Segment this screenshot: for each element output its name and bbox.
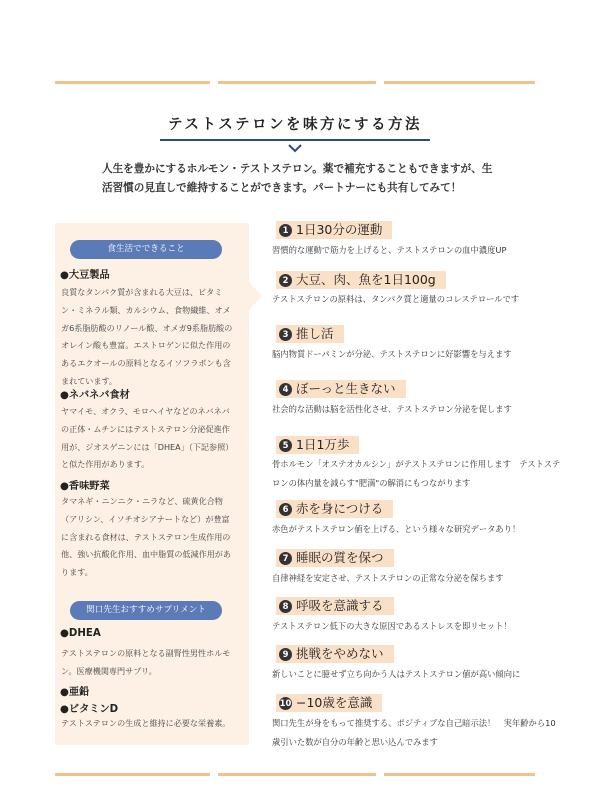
method-title-text: −10歳を意識 [296, 695, 373, 710]
method-title-text: 1日30分の運動 [296, 222, 383, 237]
page-title: テストステロンを味方にする方法 [160, 113, 430, 141]
method-title-text: 呼吸を意識する [296, 598, 384, 613]
method-title-text: 推し活 [296, 326, 334, 341]
method-desc: テストステロンの原料は、タンパク質と適量のコレステロールです [272, 294, 520, 304]
method-desc: 関口先生が身をもって推奨する、ポジティブな自己暗示法！ 実年齢から10歳引いた数が自分の年齢と思い込んでみます [272, 718, 556, 747]
bottom-rule-left [55, 773, 210, 776]
method-title [276, 271, 446, 289]
method-title [276, 645, 394, 663]
method-title [276, 500, 393, 518]
method-title-text: 1日1万歩 [296, 437, 350, 452]
method-title-text: 赤を身につける [296, 501, 384, 516]
method-desc: 自律神経を安定させ、テストステロンの正常な分泌を保ちます [272, 573, 504, 583]
bottom-rule-center [218, 773, 376, 776]
top-rule-center [218, 81, 376, 84]
method-title [276, 325, 344, 343]
supp-text-vitd: テストステロンの生成と維持に必要な栄養素。 [61, 718, 231, 728]
method-desc: 脳内物質ドーパミンが分泌、テストステロンに好影響を与えます [272, 349, 512, 359]
method-title-text: 大豆、肉、魚を1日100g [296, 272, 436, 287]
intro-text: 人生を豊かにするホルモン・テストステロン。薬で補充することもできますが、生活習慣の見直しで維持することができます。パートナーにも共有してみて！ [102, 163, 493, 194]
food-text-soy: 良質なタンパク質が含まれる大豆は、ビタミン・ミネラル類、カルシウム、食物繊維、オメガ6系脂肪酸のリノール酸、オメガ9系脂肪酸のオレイン酸も豊富。エストロゲンに似た作用のあるエクオールの原料となるイソフラボンも含まれています。 [61, 287, 233, 386]
panel-pointer [249, 282, 262, 310]
food-title-sticky: ●ネバネバ食材 [60, 390, 130, 401]
number-badge: 4 [279, 383, 292, 396]
number-badge: 9 [279, 648, 292, 661]
method-title-text: 挑戦をやめない [296, 646, 384, 661]
method-desc: 新しいことに臆せず立ち向かう人はテストステロン値が高い傾向に [272, 669, 521, 679]
top-rule-right [384, 81, 535, 84]
number-badge: 6 [279, 503, 292, 516]
number-badge: 1 [279, 224, 292, 237]
number-badge: 8 [279, 600, 292, 613]
number-badge: 3 [279, 328, 292, 341]
method-title [276, 221, 392, 239]
method-title [276, 549, 394, 567]
supp-title-dhea: ●DHEA [60, 628, 101, 639]
title-wrap [0, 113, 590, 141]
food-text-aromatic: タマネギ・ニンニク・ニラなど、硫黄化合物（アリシン、イソチオシアナートなど）が豊富に含まれる食材は、テストステロン生成作用の他、強い抗酸化作用、血中脂質の低減作用があります。 [61, 496, 231, 578]
method-title-text: ぼーっと生きない [296, 381, 396, 396]
section-label-supplements: 関口先生おすすめサプリメント [70, 601, 222, 620]
number-badge: 5 [279, 439, 292, 452]
food-title-soy: ●大豆製品 [60, 270, 110, 281]
method-title [276, 436, 359, 454]
method-desc: 社会的な活動は脳を活性化させ、テストステロン分泌を促します [272, 404, 512, 414]
chevron-down-icon [287, 143, 303, 153]
supp-title-zinc: ●亜鉛 [60, 687, 90, 698]
method-title [276, 597, 394, 615]
number-badge: 10 [279, 698, 292, 708]
food-text-sticky: ヤマイモ、オクラ、モロヘイヤなどのネバネバの正体・ムチンにはテストステロン分泌促進作用が、ジオスゲニンには「DHEA」（下記参照）と似た作用があります。 [61, 406, 234, 470]
method-title-text: 睡眠の質を保つ [296, 550, 384, 565]
number-badge: 2 [279, 274, 292, 287]
food-title-aromatic: ●香味野菜 [60, 481, 110, 492]
section-label-diet: 食生活でできること [70, 240, 222, 259]
method-desc: 赤色がテストステロン値を上げる、という様々な研究データあり！ [272, 524, 521, 534]
bottom-rule-right [384, 773, 535, 776]
supp-text-dhea: テストステロンの原料となる副腎性男性ホルモン。医療機関専門サプリ。 [61, 648, 231, 676]
method-desc: 習慣的な運動で筋力を上げると、テストステロンの血中濃度UP [272, 245, 507, 255]
number-badge: 7 [279, 552, 292, 565]
method-desc: テストステロン低下の大きな原因であるストレスを即リセット！ [272, 621, 512, 631]
method-title [276, 694, 382, 712]
method-title [276, 380, 406, 398]
top-rule-left [55, 81, 210, 84]
method-desc: 骨ホルモン「オステオカルシン」がテストステロンに作用します テストステロンの体内量を減らす"肥満"の解消にもつながります [272, 459, 561, 488]
supp-title-vitd: ●ビタミンD [60, 704, 119, 715]
